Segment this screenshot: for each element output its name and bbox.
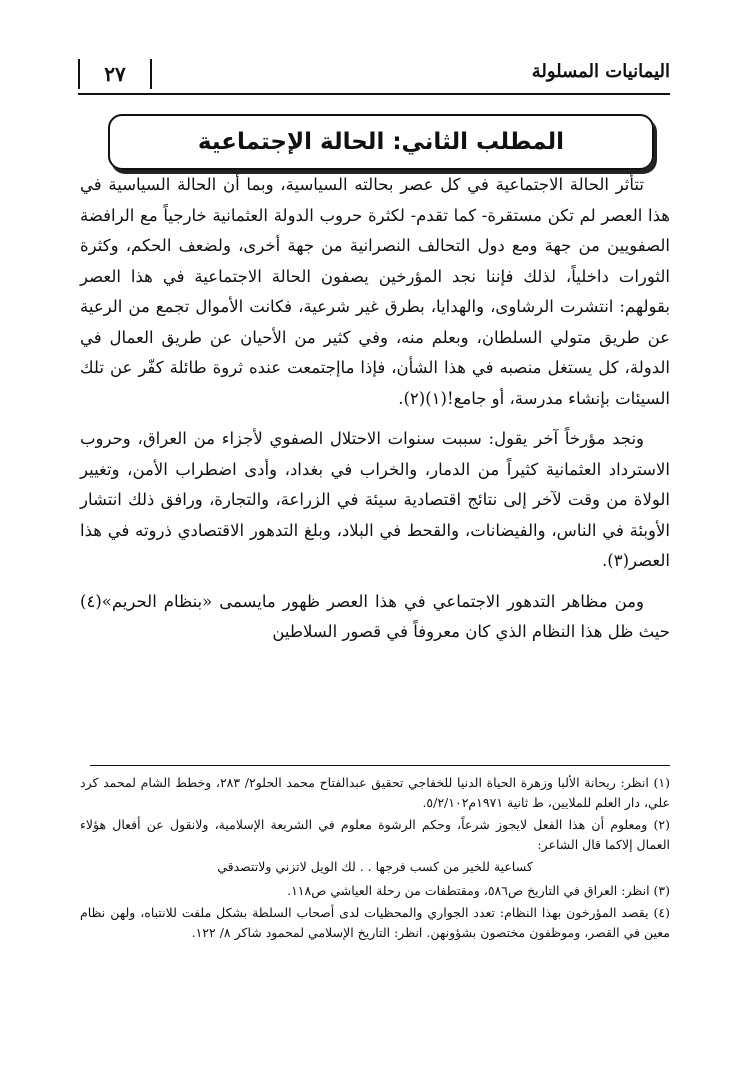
footnote-3: (٣) انظر: العراق في التاريخ ص٥٨٦، ومقتطفات من رحلة العياشي ص١١٨. (287, 883, 670, 898)
page-number: ٢٧ (78, 59, 152, 89)
page-header (78, 55, 670, 95)
footnote-2: (٢) ومعلوم أن هذا الفعل لايجوز شرعاً، وحكم الرشوة معلوم في الشريعة الإسلامية، ولانقول عن أفعال هؤلاء العمال إلاكما قال الشاعر: (80, 817, 670, 852)
footnote-separator (90, 765, 670, 766)
paragraph-2: ونجد مؤرخاً آخر يقول: سببت سنوات الاحتلال الصفوي لأجزاء من العراق، وحروب الاسترداد العثمانية كثيراً من الدمار، والخراب في بغداد، وأدى اضطراب الأمن، وتغيير الولاة من وقت لآخر إلى نتائج اقتصادية سيئة في الزراعة، والتجارة، ورافق ذلك انتشار الأوبئة في الناس، والفيضانات، والقحط في البلاد، وبلغ التدهور الاقتصادي ذروته في هذا العصر(٣). (80, 429, 670, 570)
footnote-4: (٤) يقصد المؤرخون بهذا النظام: تعدد الجواري والمحظيات لدى أصحاب السلطة بشكل ملفت للانتباه، ولهن نظام معين في القصر، وموظفون مختصون بشؤونهن. انظر: التاريخ الإسلامي لمحمود شاكر ٨/ ١٢٢. (80, 905, 670, 940)
paragraph-1: تتأثر الحالة الاجتماعية في كل عصر بحالته السياسية، وبما أن الحالة السياسية في هذا العصر لم تكن مستقرة- كما تقدم- لكثرة حروب الدولة العثمانية خارجياً مع الرافضة الصفويين من جهة ومع دول التحالف النصرانية من جهة أخرى، ولضعف الحكم، وكثرة الثورات داخلياً، لذلك فإننا نجد المؤرخين يصفون الحالة الاجتماعية في هذا العصر بقولهم: انتشرت الرشاوى، والهدايا، بطرق غير شرعية، فكانت الأموال تجمع من الرعية عن طريق متولي السلطان، وبعلم منه، وفي كثير من الأحيان عن طريق العمال في الدولة، كل يستغل منصبه في هذا الشأن، فإذا ماإجتمعت عنده ثروة طائلة كفّر عن تلك السيئات بإنشاء مدرسة، أو جامع!(١)(٢). (80, 175, 670, 408)
footnote-1: (١) انظر: ريحانة الألبا وزهرة الحياة الدنيا للخفاجي تحقيق عبدالفتاح محمد الحلو٢/ ٢٨٣، وخطط الشام لمحمد كرد علي، دار العلم للملايين، ط ثانية ١٩٧١م٥/٢/١٠٢. (80, 775, 670, 810)
paragraph-3: ومن مظاهر التدهور الاجتماعي في هذا العصر ظهور مايسمى «بنظام الحريم»(٤) حيث ظل هذا النظام الذي كان معروفاً في قصور السلاطين (80, 591, 670, 641)
footnote-2-verse: كساعية للخير من كسب فرجها . . لك الويل لاتزني ولاتتصدقي (217, 859, 533, 874)
section-title: المطلب الثاني: الحالة الإجتماعية (197, 129, 565, 155)
header-rule (78, 93, 670, 95)
main-text (80, 170, 670, 658)
running-title: اليمانيات المسلولة (531, 61, 670, 82)
section-title-frame (108, 114, 654, 170)
footnotes (80, 773, 670, 945)
